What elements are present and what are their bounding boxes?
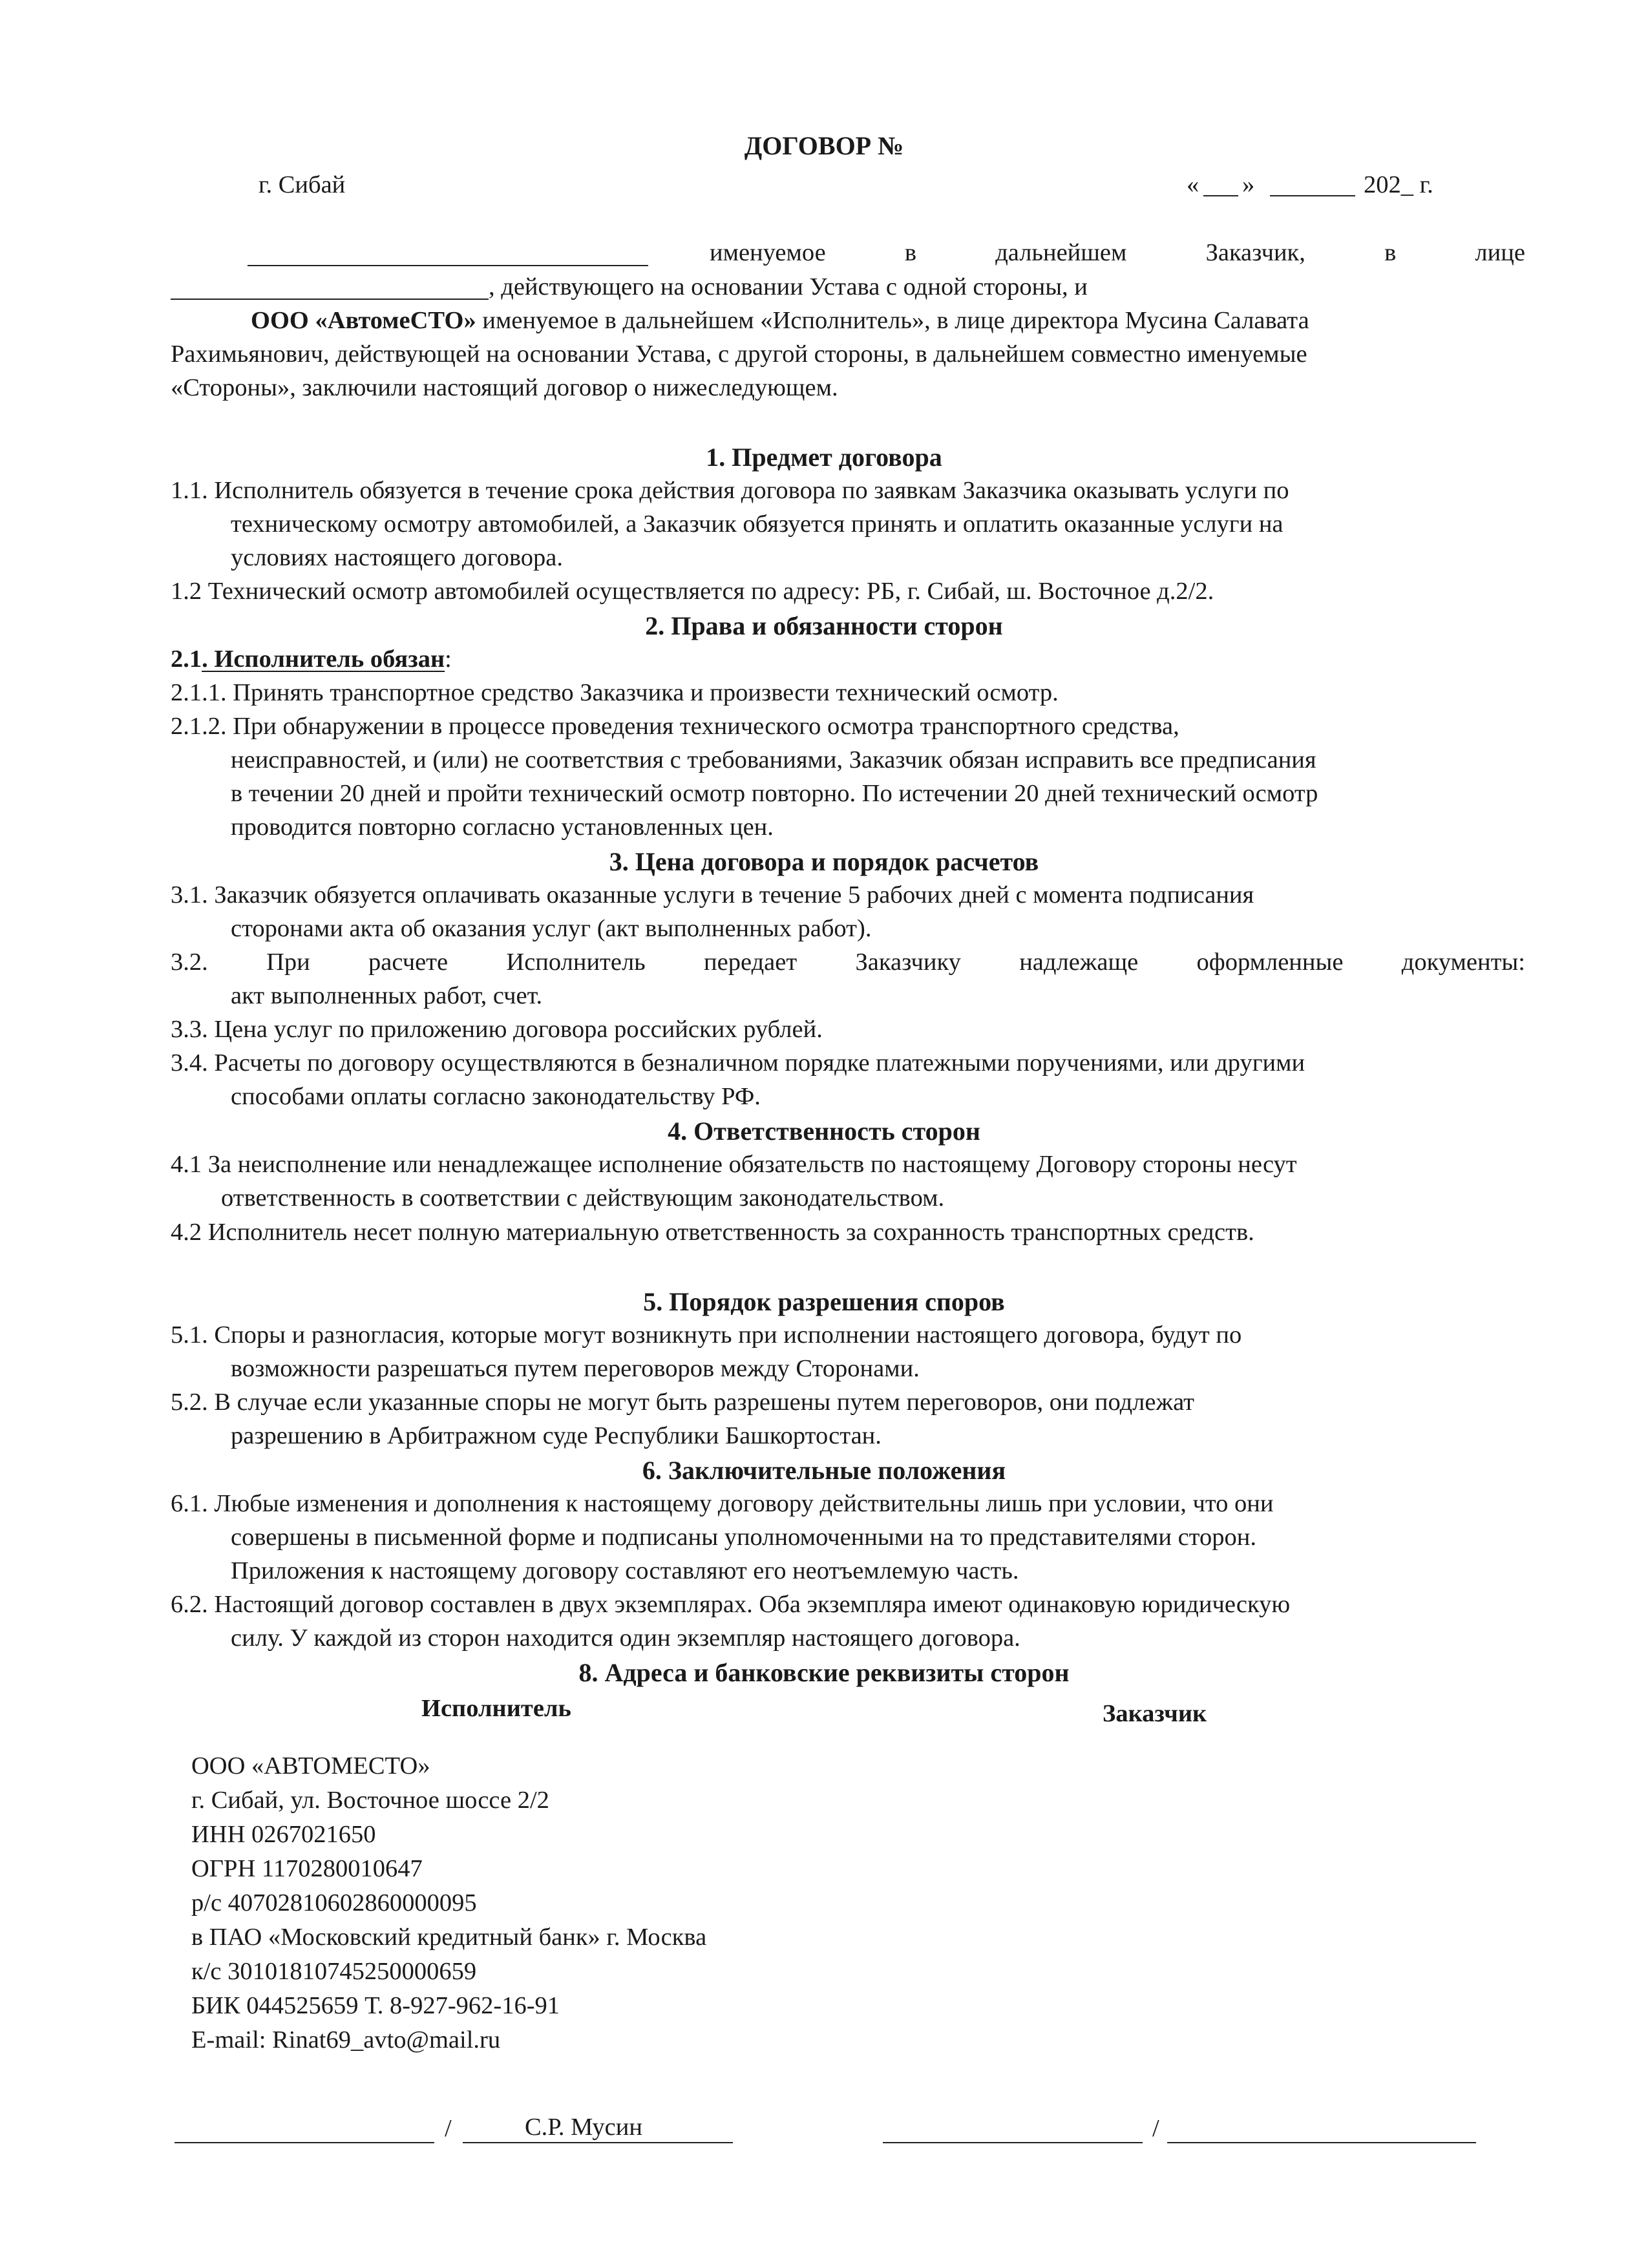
- clause-5-2-line-2: разрешению в Арбитражном суде Республики Башкортостан.: [231, 1422, 882, 1449]
- clause-2-1-2-line-2: неисправностей, и (или) не соответствия с требованиями, Заказчик обязан исправить все предписания: [231, 746, 1316, 773]
- clause-3-1-line-1: 3.1. Заказчик обязуется оплачивать оказанные услуги в течение 5 рабочих дней с момента подписания: [171, 881, 1254, 908]
- executor-corr-account: к/с 30101810745250000659: [191, 1958, 477, 1985]
- executor-name-line: [463, 2142, 733, 2143]
- clause-3-2-line-1: 3.2. При расчете Исполнитель передает Заказчику надлежаще оформленные документы:: [171, 949, 1525, 976]
- section-5-heading: 5. Порядок разрешения споров: [643, 1287, 1005, 1316]
- customer-name-line: [1167, 2142, 1476, 2143]
- preamble-line-3: ООО «АвтомеСТО» именуемое в дальнейшем «Исполнитель», в лице директора Мусина Салавата: [251, 307, 1309, 334]
- section-6-heading: 6. Заключительные положения: [642, 1456, 1006, 1485]
- section-3-heading: 3. Цена договора и порядок расчетов: [609, 847, 1039, 876]
- executor-inn: ИНН 0267021650: [191, 1821, 376, 1848]
- executor-column-label: Исполнитель: [421, 1695, 571, 1722]
- clause-4-2: 4.2 Исполнитель несет полную материальную ответственность за сохранность транспортных средств.: [171, 1219, 1254, 1246]
- section-4-heading: 4. Ответственность сторон: [668, 1117, 980, 1146]
- clause-5-2-line-1: 5.2. В случае если указанные споры не могут быть разрешены путем переговоров, они подлежат: [171, 1389, 1194, 1416]
- preamble-line-4: Рахимьянович, действующей на основании Устава, с другой стороны, в дальнейшем совместно именуемые: [171, 341, 1307, 368]
- clause-3-3: 3.3. Цена услуг по приложению договора российских рублей.: [171, 1016, 823, 1043]
- section-1-heading: 1. Предмет договора: [706, 443, 942, 472]
- clause-2-1: 2.1. Исполнитель обязан:: [171, 646, 452, 673]
- clause-5-1-line-1: 5.1. Споры и разногласия, которые могут возникнуть при исполнении настоящего договора, будут по: [171, 1321, 1242, 1349]
- preamble-line-2: , действующего на основании Устава с одной стороны, и: [489, 273, 1088, 300]
- clause-6-1-line-1: 6.1. Любые изменения и дополнения к настоящему договору действительны лишь при условии, что они: [171, 1490, 1274, 1517]
- representative-blank: [171, 299, 489, 300]
- executor-signature-line: [174, 2142, 434, 2143]
- clause-6-1-line-2: совершены в письменной форме и подписаны уполномоченными на то представителями сторон.: [231, 1524, 1256, 1551]
- executor-signature-slash: /: [445, 2115, 452, 2142]
- executor-ogrn: ОГРН 1170280010647: [191, 1855, 423, 1882]
- executor-signatory-name: С.Р. Мусин: [525, 2114, 642, 2141]
- section-2-heading: 2. Права и обязанности сторон: [645, 611, 1003, 640]
- clause-1-1-line-2: техническому осмотру автомобилей, а Заказчик обязуется принять и оплатить оказанные услуги на: [231, 510, 1284, 538]
- clause-1-2: 1.2 Технический осмотр автомобилей осуществляется по адресу: РБ, г. Сибай, ш. Восточное д.2/2.: [171, 578, 1214, 605]
- clause-5-1-line-2: возможности разрешаться путем переговоров между Сторонами.: [231, 1355, 920, 1382]
- preamble-line-5: «Стороны», заключили настоящий договор о нижеследующем.: [171, 374, 838, 401]
- clause-4-1-line-1: 4.1 За неисполнение или ненадлежащее исполнение обязательств по настоящему Договору стороны несут: [171, 1151, 1297, 1178]
- clause-1-1-line-1: 1.1. Исполнитель обязуется в течение срока действия договора по заявкам Заказчика оказывать услуги по: [171, 477, 1289, 504]
- customer-column-label: Заказчик: [1103, 1700, 1207, 1727]
- clause-4-1-line-2: ответственность в соответствии с действующим законодательством.: [221, 1184, 945, 1212]
- clause-6-2-line-2: силу. У каждой из сторон находится один экземпляр настоящего договора.: [231, 1624, 1020, 1652]
- date-year: 202_ г.: [1364, 171, 1433, 198]
- clause-3-1-line-2: сторонами акта об оказания услуг (акт выполненных работ).: [231, 915, 872, 942]
- executor-address: г. Сибай, ул. Восточное шоссе 2/2: [191, 1787, 549, 1814]
- clause-3-4-line-1: 3.4. Расчеты по договору осуществляются в безналичном порядке платежными поручениями, или другими: [171, 1049, 1305, 1076]
- clause-2-1-1: 2.1.1. Принять транспортное средство Заказчика и произвести технический осмотр.: [171, 679, 1059, 706]
- executor-org: ООО «АВТОМЕСТО»: [191, 1752, 430, 1780]
- date-close-quote: »: [1242, 171, 1255, 198]
- clause-3-2-line-2: акт выполненных работ, счет.: [231, 982, 543, 1009]
- customer-name-blank: [248, 265, 648, 266]
- clause-2-1-2-line-3: в течении 20 дней и пройти технический осмотр повторно. По истечении 20 дней технический осмотр: [231, 780, 1318, 807]
- executor-account: р/с 40702810602860000095: [191, 1889, 477, 1916]
- preamble-line-1: именуемое в дальнейшем Заказчик, в лице: [710, 239, 1525, 266]
- clause-2-1-2-line-4: проводится повторно согласно установленных цен.: [231, 814, 774, 841]
- date-day-blank: [1203, 195, 1238, 196]
- section-8-heading: 8. Адреса и банковские реквизиты сторон: [578, 1658, 1070, 1687]
- clause-3-4-line-2: способами оплаты согласно законодательству РФ.: [231, 1083, 761, 1110]
- clause-6-1-line-3: Приложения к настоящему договору составляют его неотъемлемую часть.: [231, 1557, 1019, 1584]
- customer-signature-line: [883, 2142, 1143, 2143]
- customer-signature-slash: /: [1152, 2115, 1159, 2142]
- executor-org-name: ООО «АвтомеСТО»: [251, 307, 476, 334]
- date-month-blank: [1270, 195, 1355, 196]
- city: г. Сибай: [259, 171, 346, 198]
- executor-bank: в ПАО «Московский кредитный банк» г. Москва: [191, 1924, 707, 1951]
- clause-6-2-line-1: 6.2. Настоящий договор составлен в двух экземплярах. Оба экземпляра имеют одинаковую юридическую: [171, 1591, 1291, 1618]
- executor-email: E-mail: Rinat69_avto@mail.ru: [191, 2026, 501, 2053]
- date-open-quote: «: [1187, 171, 1199, 198]
- clause-2-1-2-line-1: 2.1.2. При обнаружении в процессе проведения технического осмотра транспортного средства,: [171, 713, 1179, 740]
- executor-bik-phone: БИК 044525659 Т. 8-927-962-16-91: [191, 1992, 560, 2019]
- document-title: ДОГОВОР №: [744, 131, 904, 160]
- clause-1-1-line-3: условиях настоящего договора.: [231, 544, 563, 571]
